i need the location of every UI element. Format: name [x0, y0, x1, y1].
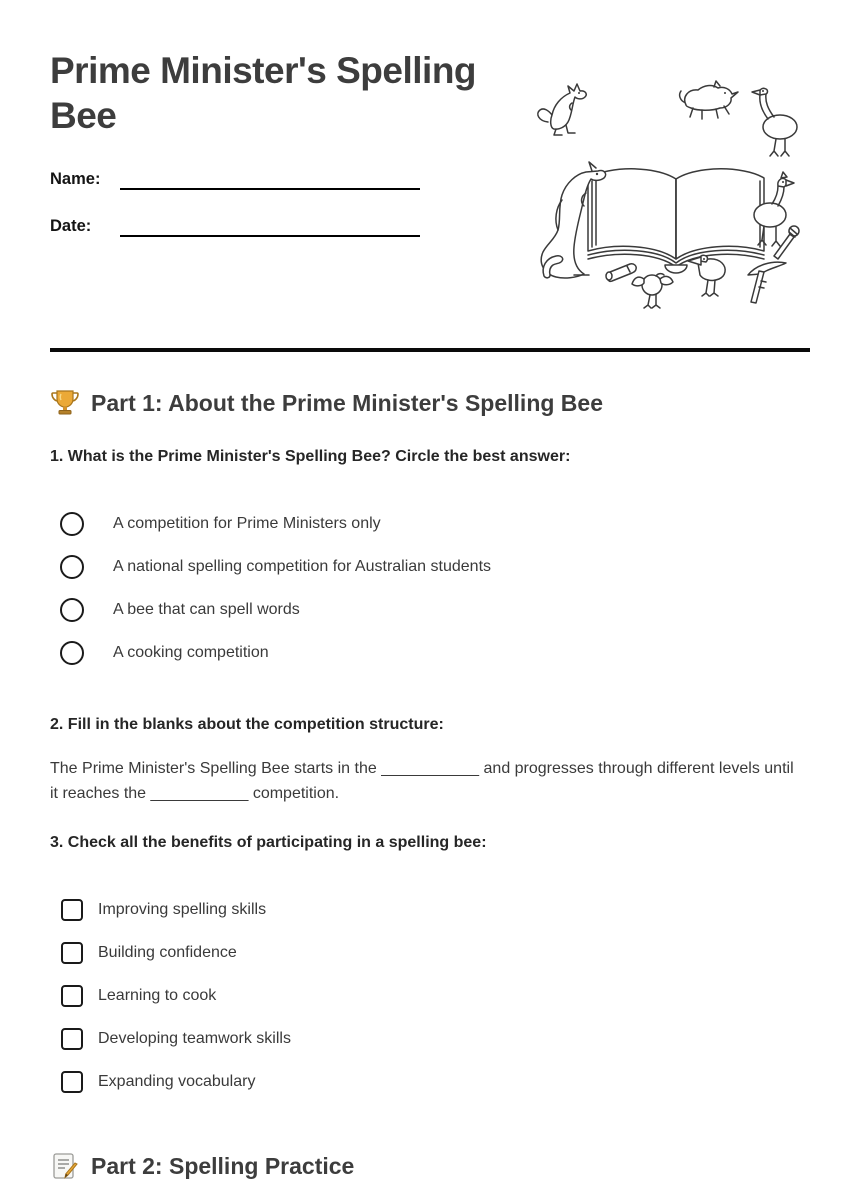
section-divider [50, 348, 810, 352]
question3-options [50, 888, 810, 1103]
dingo-icon [680, 81, 738, 119]
part2-heading [50, 1151, 810, 1181]
radio-button-4[interactable] [60, 641, 84, 665]
checkbox-option-3[interactable] [50, 974, 810, 1017]
checkbox-3[interactable] [61, 985, 83, 1007]
checkbox-option-5-label: Expanding vocabulary [98, 1072, 256, 1090]
part2-title: Part 2: Spelling Practice [91, 1152, 355, 1179]
page-title: Prime Minister's Spelling Bee [50, 50, 477, 136]
question1-label: 1. What is the Prime Minister's Spelling Bee? Circle the best answer: [50, 448, 571, 465]
memo-icon [50, 1151, 80, 1181]
question1-options [50, 502, 810, 674]
radio-option-4[interactable] [50, 631, 810, 674]
question2-label: 2. Fill in the blanks about the competition structure: [50, 716, 444, 733]
checkbox-2[interactable] [61, 942, 83, 964]
radio-option-2[interactable] [50, 545, 810, 588]
checkbox-4[interactable] [61, 1028, 83, 1050]
checkbox-option-1-label: Improving spelling skills [98, 900, 267, 918]
name-input-line[interactable] [120, 166, 420, 190]
radio-option-4-label: A cooking competition [113, 643, 269, 661]
pickaxe-icon [748, 262, 786, 303]
radio-option-1-label: A competition for Prime Ministers only [113, 514, 381, 532]
small-kangaroo-icon [538, 84, 586, 135]
trophy-icon [50, 388, 80, 418]
checkbox-option-3-label: Learning to cook [98, 986, 217, 1004]
radio-button-2[interactable] [60, 555, 84, 579]
radio-option-3[interactable] [50, 588, 810, 631]
part1-heading [50, 388, 810, 418]
question2-fill-in-text: The Prime Minister's Spelling Bee starts in the ___________ and progresses through different levels until it reaches the ___________ competition. [50, 760, 794, 802]
checkbox-1[interactable] [61, 899, 83, 921]
checkbox-option-5[interactable] [50, 1060, 810, 1103]
checkbox-option-2-label: Building confidence [98, 943, 237, 961]
name-label: Name: [50, 170, 101, 188]
question3-label: 3. Check all the benefits of participating in a spelling bee: [50, 834, 487, 851]
date-input-line[interactable] [120, 213, 420, 237]
radio-option-2-label: A national spelling competition for Australian students [113, 557, 492, 575]
open-book-icon [588, 169, 764, 273]
date-label: Date: [50, 217, 92, 235]
checkbox-5[interactable] [61, 1071, 83, 1093]
checkbox-option-2[interactable] [50, 931, 810, 974]
checkbox-option-4-label: Developing teamwork skills [98, 1029, 291, 1047]
part1-title: Part 1: About the Prime Minister's Spelling Bee [91, 389, 603, 416]
kookaburra-icon [688, 255, 725, 296]
radio-button-3[interactable] [60, 598, 84, 622]
radio-button-1[interactable] [60, 512, 84, 536]
checkbox-option-1[interactable] [50, 888, 810, 931]
radio-option-1[interactable] [50, 502, 810, 545]
checkbox-option-4[interactable] [50, 1017, 810, 1060]
bush-turkey-icon [632, 274, 673, 308]
emu-icon [752, 88, 797, 156]
didgeridoo-icon [606, 264, 636, 282]
book-animals-illustration [528, 75, 813, 310]
radio-option-3-label: A bee that can spell words [113, 600, 300, 618]
